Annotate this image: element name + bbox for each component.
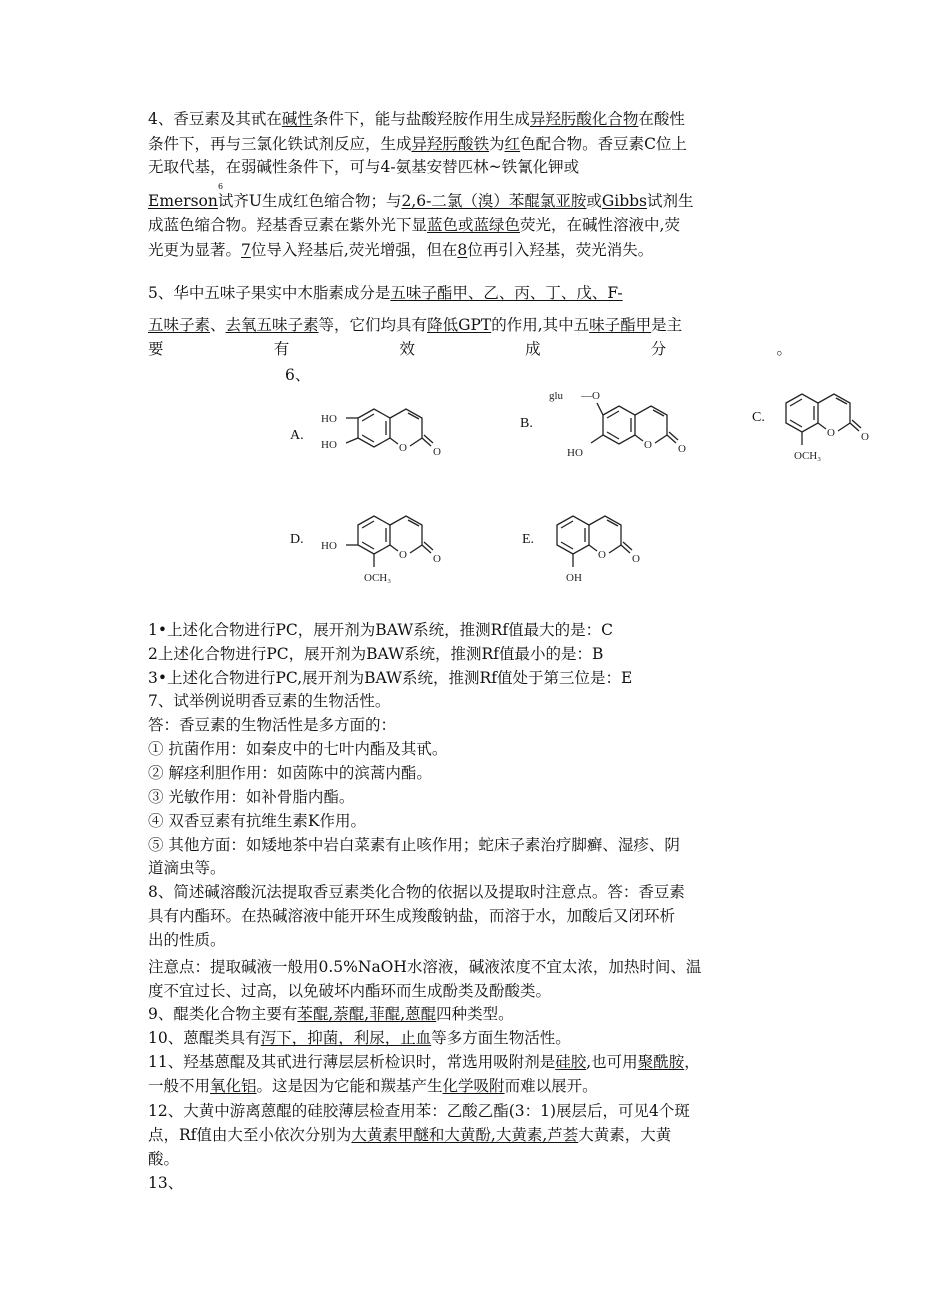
q9-line: 9、醌类化合物主要有苯醌,萘醌,菲醌,蒽醌四种类型。 (148, 1005, 514, 1023)
q4-line-5: 成蓝色缩合物。羟基香豆素在紫外光下显蓝色或蓝绿色荧光，在碱性溶液中,荧 (148, 216, 680, 234)
q8-line-1: 8、简述碱溶酸沉法提取香豆素类化合物的依据以及提取时注意点。答：香豆素 (148, 883, 685, 901)
substituent-ho: HO (321, 540, 337, 552)
superscript-six: 6 (218, 182, 224, 191)
q4-line-2: 条件下，再与三氯化铁试剂反应，生成异羟肟酸铁为红色配合物。香豆素C位上 (148, 135, 687, 153)
ring-oxygen: O (399, 549, 407, 561)
substituent-ho: HO (321, 439, 337, 451)
carbonyl-oxygen: O (433, 446, 441, 458)
q7-answer-intro: 答：香豆素的生物活性是多方面的： (148, 716, 397, 734)
q4-line-4: Emerson试齐U生成红色缩合物；与2,6-二氯（溴）苯醌氯亚胺或Gibbs试剂生 (148, 192, 694, 210)
ring-oxygen: O (399, 442, 407, 454)
q12-line-1: 12、大黄中游离蒽醌的硅胶薄层检查用苯：乙酸乙酯(3：1)展层后，可见4个斑 (148, 1102, 690, 1120)
carbonyl-oxygen: O (678, 443, 686, 455)
substituent-ho: HO (567, 447, 583, 459)
ring-oxygen: O (644, 439, 652, 451)
svg-text:—O: —O (581, 390, 600, 402)
structure-a (318, 398, 458, 478)
structure-label-b: B. (520, 416, 533, 431)
q7-item-4: ④ 双香豆素有抗维生素K作用。 (148, 812, 367, 830)
q8-note-2: 度不宜过长、过高，以免破坏内酯环而生成酚类及酚酸类。 (148, 982, 552, 1000)
q5-line-3: 要 有 效 成 分 。 (148, 340, 792, 358)
q7-question: 7、试举例说明香豆素的生物活性。 (148, 692, 391, 710)
q8-note-1: 注意点：提取碱液一般用0.5%NaOH水溶液，碱液浓度不宜太浓，加热时间、温 (148, 958, 702, 976)
q4-line-3: 无取代基，在弱碱性条件下，可与4-氨基安替匹林~铁氰化钾或 (148, 158, 580, 176)
q12-line-3: 酸。 (148, 1150, 180, 1168)
carbonyl-oxygen: O (433, 553, 441, 565)
q7-item-1: ① 抗菌作用：如秦皮中的七叶内酯及其甙。 (148, 740, 448, 758)
substituent-oh: OH (566, 572, 582, 584)
q7-item-5-cont: 道滴虫等。 (148, 859, 226, 877)
q7-item-3: ③ 光敏作用：如补骨脂内酯。 (148, 788, 355, 806)
structure-e (545, 505, 675, 595)
substituent-ho: HO (321, 413, 337, 425)
q10-line: 10、蒽醌类具有泻下，抑菌，利尿，止血等多方面生物活性。 (148, 1029, 571, 1047)
structure-label-a: A. (290, 428, 304, 443)
structure-c (772, 385, 882, 475)
structure-b (545, 385, 705, 470)
structure-label-c: C. (752, 410, 765, 425)
structure-label-d: D. (290, 532, 304, 547)
carbonyl-oxygen: O (861, 431, 869, 443)
structure-label-e: E. (522, 532, 535, 547)
substituent-methoxy: OCH₃ (364, 572, 392, 584)
q4-line-1: 4、香豆素及其甙在碱性条件下，能与盐酸羟胺作用生成异羟肟酸化合物在酸性 (148, 110, 685, 128)
q7-item-5: ⑤ 其他方面：如矮地茶中岩白菜素有止咳作用；蛇床子素治疗脚癣、湿疹、阴 (148, 836, 680, 854)
q11-line-2: 一般不用氧化铝。这是因为它能和羰基产生化学吸附而难以展开。 (148, 1077, 598, 1095)
carbonyl-oxygen: O (632, 553, 640, 565)
structure-d (318, 505, 458, 595)
ring-oxygen: O (598, 549, 606, 561)
q6-number: 6、 (285, 366, 311, 384)
q5-line-1: 5、华中五味子果实中木脂素成分是五味子酯甲、乙、丙、丁、戊、F- (148, 284, 623, 302)
q6-answer-3: 3•上述化合物进行PC,展开剂为BAW系统，推测Rf值处于第三位是：E (148, 669, 633, 687)
substituent-glu: glu (549, 390, 564, 402)
q12-line-2: 点，Rf值由大至小依次分别为大黄素甲醚和大黄酚,大黄素,芦荟大黄素，大黄 (148, 1126, 672, 1144)
q7-item-2: ② 解痉利胆作用：如茵陈中的滨蒿内酯。 (148, 764, 432, 782)
q8-line-3: 出的性质。 (148, 931, 226, 949)
q13-number: 13、 (148, 1174, 184, 1192)
q8-line-2: 具有内酯环。在热碱溶液中能开环生成羧酸钠盐，而溶于水，加酸后又闭环析 (148, 907, 676, 925)
q6-answer-2: 2上述化合物进行PC，展开剂为BAW系统，推测Rf值最小的是：B (148, 645, 604, 663)
q4-line-6: 光更为显著。7位导入羟基后,荧光增强，但在8位再引入羟基，荧光消失。 (148, 241, 654, 259)
ring-oxygen: O (827, 427, 835, 439)
q11-line-1: 11、羟基蒽醌及其甙进行薄层层析检识时，常选用吸附剂是硅胶,也可用聚酰胺， (148, 1053, 700, 1071)
q5-line-2: 五味子素、去氧五味子素等，它们均具有降低GPT的作用,其中五味子酯甲是主 (148, 316, 683, 334)
q6-answer-1: 1•上述化合物进行PC，展开剂为BAW系统，推测Rf值最大的是：C (148, 621, 613, 639)
substituent-methoxy: OCH₃ (794, 450, 822, 462)
